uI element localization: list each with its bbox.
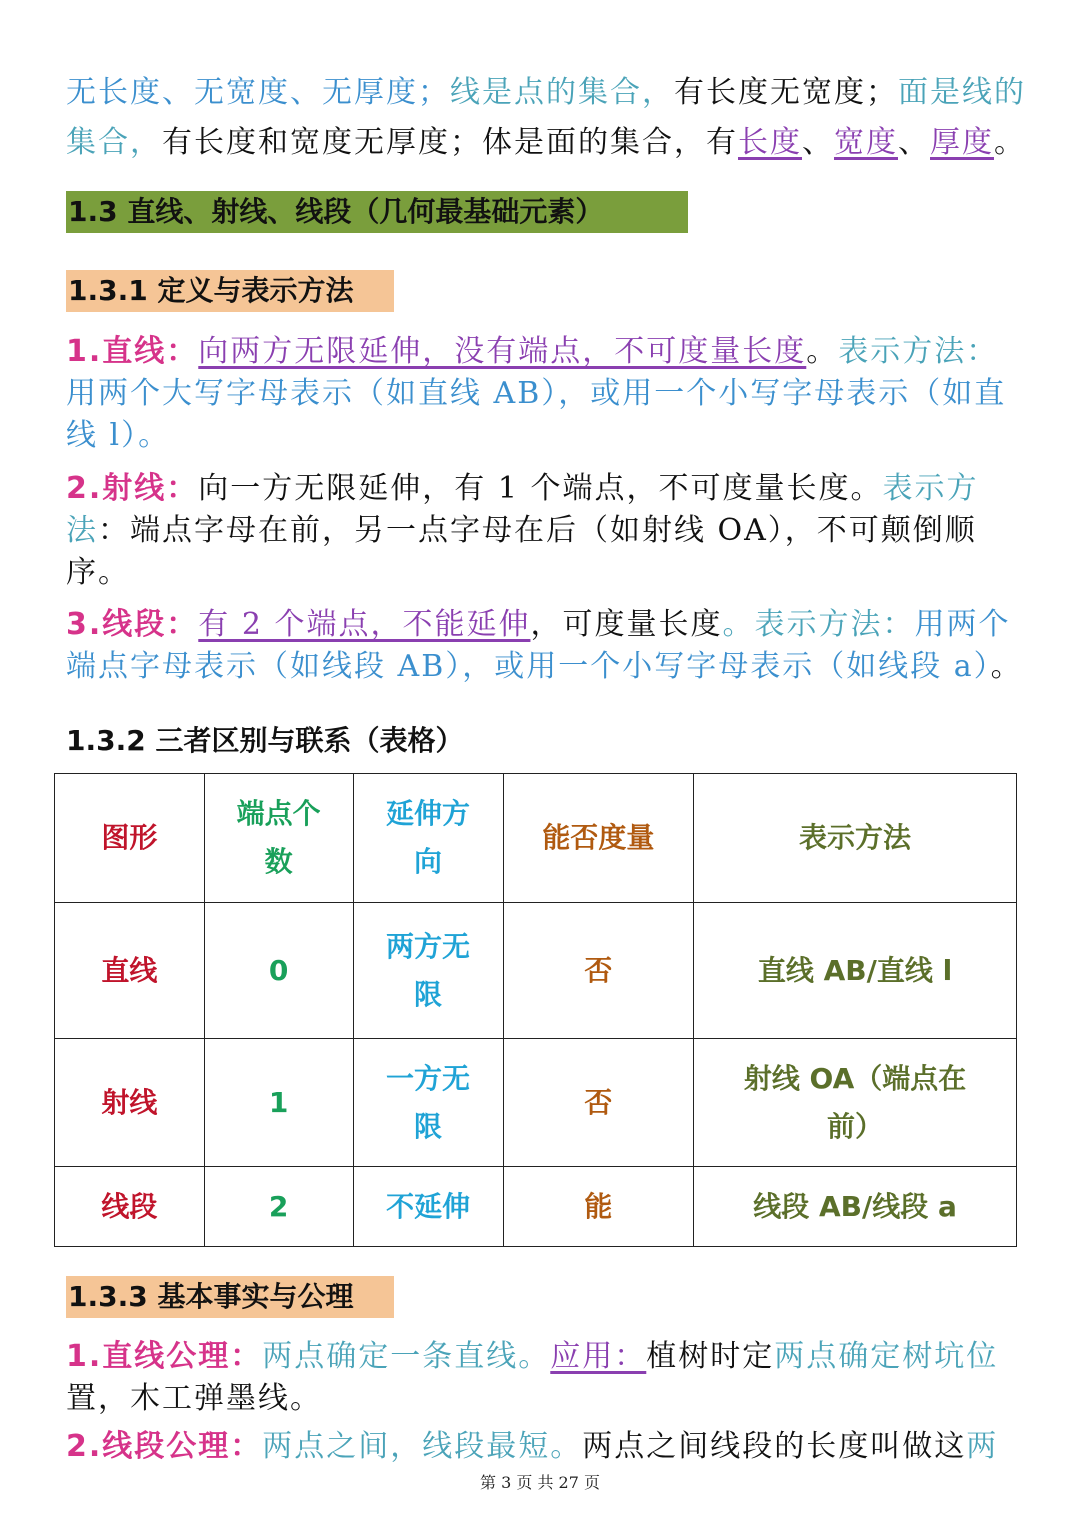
definition-line <box>66 606 1010 644</box>
table-header-text: 端点个数 <box>236 797 321 878</box>
comparison-table <box>54 773 1017 1247</box>
axiom-line <box>66 1428 998 1466</box>
table-cell: 直线 <box>55 903 205 1039</box>
table-cell: 不延伸 <box>353 1167 503 1247</box>
axiom-text: 植树时定 <box>646 1339 775 1374</box>
section-heading-1-3: 1.3 直线、射线、线段（几何最基础元素） <box>66 191 688 233</box>
underlined-term: 长度 <box>738 125 802 160</box>
method-label: 表示方 <box>882 471 979 506</box>
definition-line <box>66 648 1023 686</box>
table-cell: 射线 <box>55 1039 205 1167</box>
definition-line: 用两个大写字母表示（如直线 AB），或用一个小写字母表示（如直 <box>66 376 1007 411</box>
table-cell-text: 射线 OA（端点在前） <box>743 1061 967 1143</box>
definition-line: 线 l）。 <box>66 418 171 453</box>
table-header-cell: 图形 <box>55 774 205 903</box>
definition-text: 用两个 <box>914 607 1011 642</box>
table-header-cell <box>353 774 503 903</box>
axiom-line <box>66 1380 322 1418</box>
table-cell: 线段 <box>55 1167 205 1247</box>
table-cell-text: 两方无限 <box>386 929 471 1011</box>
method-label: 。表示方法： <box>722 607 915 642</box>
definition-text: ：端点字母在前，另一点字母在后（如射线 OA），不可颠倒顺 <box>98 513 977 548</box>
underlined-term: 宽度 <box>834 125 898 160</box>
axiom-text: 两点确定一条直线。 <box>262 1339 551 1374</box>
axiom-text: 两 <box>966 1429 999 1464</box>
definition-line <box>66 470 978 508</box>
intro-text: 面是线的 <box>898 75 1026 110</box>
table-cell: 2 <box>204 1167 353 1247</box>
definition-text: 有 2 个端点，不能延伸 <box>198 607 531 642</box>
axiom-line <box>66 1338 998 1376</box>
definition-text: 向一方无限延伸，有 1 个端点，不可度量长度。 <box>198 471 883 506</box>
axiom-text: 置，木工弹墨线。 <box>66 1381 322 1416</box>
definition-text: 。 <box>990 649 1023 684</box>
table-cell: 否 <box>503 903 694 1039</box>
table-cell <box>353 1039 503 1167</box>
axiom-label: 2.线段公理： <box>66 1429 263 1464</box>
section-heading-1-3-2: 1.3.2 三者区别与联系（表格） <box>66 724 464 757</box>
intro-text: 有长度无宽度； <box>674 75 898 110</box>
method-label: 法 <box>66 513 98 548</box>
definition-text: 端点字母表示（如线段 AB），或用一个小写字母表示（如线段 a） <box>66 649 991 684</box>
table-cell: 否 <box>503 1039 694 1167</box>
page-footer: 第 3 页 共 27 页 <box>480 1473 600 1492</box>
definition-line <box>66 512 977 550</box>
intro-line-1 <box>66 74 1026 112</box>
application-label: 应用： <box>550 1339 647 1374</box>
definition-line <box>66 333 998 371</box>
table-cell: 线段 AB/线段 a <box>694 1167 1017 1247</box>
definition-label: 2.射线： <box>66 471 199 506</box>
axiom-text: 两点之间线段的长度叫做这 <box>582 1429 967 1464</box>
axiom-text: 两点之间，线段最短。 <box>262 1429 583 1464</box>
table-cell: 能 <box>503 1167 694 1247</box>
table-row <box>55 903 1017 1039</box>
table-row <box>55 1167 1017 1247</box>
axiom-label: 1.直线公理： <box>66 1339 263 1374</box>
section-heading-1-3-1: 1.3.1 定义与表示方法 <box>66 270 394 312</box>
table-header-row <box>55 774 1017 903</box>
intro-text: 。 <box>994 125 1026 160</box>
intro-text: 、 <box>802 125 834 160</box>
definition-line: 序。 <box>66 555 130 590</box>
table-header-text: 延伸方向 <box>386 797 471 878</box>
definition-text: ，可度量长度 <box>530 607 723 642</box>
table-cell: 0 <box>204 903 353 1039</box>
table-cell-text: 一方无限 <box>386 1061 471 1143</box>
table-row <box>55 1039 1017 1167</box>
method-label: 表示方法： <box>838 334 999 369</box>
table-header-cell <box>204 774 353 903</box>
intro-text: 无长度、无宽度、无厚度； <box>66 75 450 110</box>
intro-text: 有长度和宽度无厚度；体是面的集合，有 <box>162 125 738 160</box>
definition-label: 3.线段： <box>66 607 199 642</box>
intro-text: 集合， <box>66 125 162 160</box>
table-cell <box>694 1039 1017 1167</box>
table-cell <box>353 903 503 1039</box>
table-cell: 1 <box>204 1039 353 1167</box>
intro-line-2 <box>66 124 1026 162</box>
table-header-cell: 能否度量 <box>503 774 694 903</box>
table-cell: 直线 AB/直线 l <box>694 903 1017 1039</box>
intro-text: 、 <box>898 125 930 160</box>
intro-text: 线是点的集合， <box>450 75 674 110</box>
underlined-term: 厚度 <box>930 125 994 160</box>
axiom-text: 两点确定树坑位 <box>774 1339 999 1374</box>
definition-label: 1.直线： <box>66 334 199 369</box>
definition-text: 。 <box>806 334 839 369</box>
section-heading-1-3-3: 1.3.3 基本事实与公理 <box>66 1276 394 1318</box>
table-header-cell: 表示方法 <box>694 774 1017 903</box>
definition-text: 向两方无限延伸，没有端点，不可度量长度 <box>198 334 807 369</box>
